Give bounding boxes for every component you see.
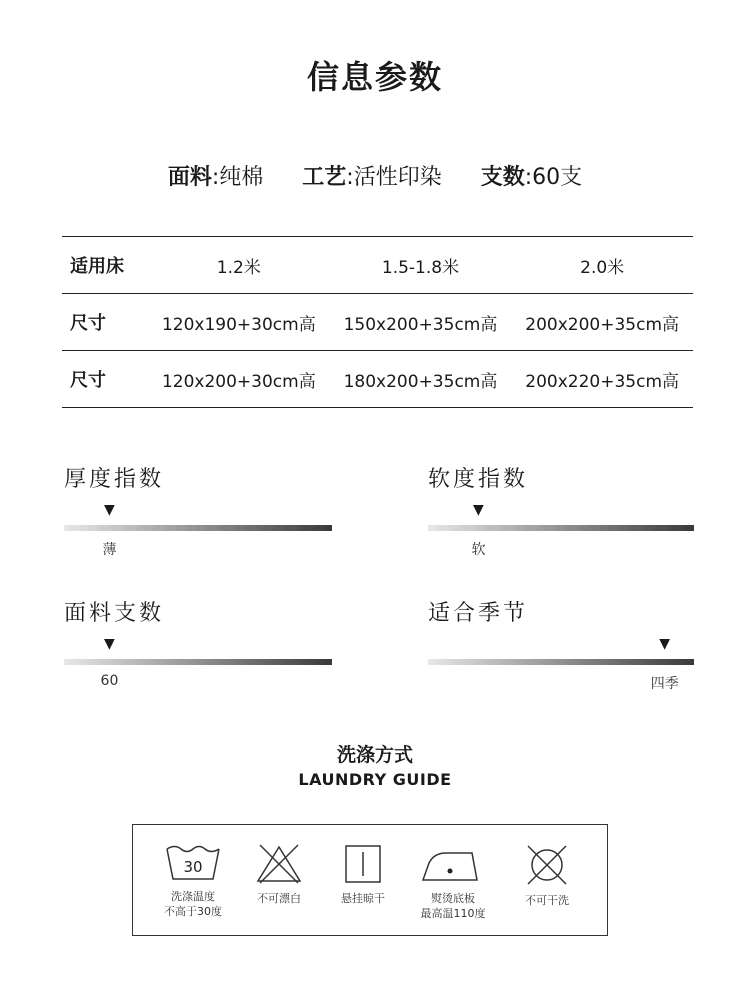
laundry-title: 洗涤方式 <box>336 744 413 766</box>
table-row-label: 尺寸 <box>62 294 148 351</box>
no-dry-clean-icon <box>524 843 570 887</box>
care-label: 洗涤温度 不高于30度 <box>164 890 222 918</box>
indicator-fabric-count <box>64 596 332 693</box>
table-cell: 120x190+30cm高 <box>148 294 330 351</box>
care-label: 不可干洗 <box>525 894 569 907</box>
indicator-title: 面料支数 <box>64 601 165 626</box>
table-header-label: 适用床 <box>62 237 148 294</box>
indicator-value: 60 <box>100 673 119 689</box>
table-cell: 120x200+30cm高 <box>148 351 330 408</box>
care-item-hang-dry <box>315 843 411 906</box>
table-cell: 180x200+35cm高 <box>330 351 512 408</box>
table-header-cell: 1.5-1.8米 <box>330 237 512 294</box>
table-row <box>62 351 693 408</box>
wash-temp-badge: 30 <box>183 858 203 876</box>
indicator-bar <box>428 659 694 665</box>
iron-icon <box>420 843 486 885</box>
care-label: 不可漂白 <box>257 892 301 905</box>
table-row <box>62 294 693 351</box>
table-cell: 200x200+35cm高 <box>511 294 693 351</box>
table-cell: 150x200+35cm高 <box>330 294 512 351</box>
size-table <box>62 236 693 408</box>
laundry-subtitle: LAUNDRY GUIDE <box>298 770 452 789</box>
indicator-marker-icon: ▼ <box>104 636 115 652</box>
indicator-value: 四季 <box>650 676 679 692</box>
indicator-marker-icon: ▼ <box>104 502 115 518</box>
indicator-bar <box>64 525 332 531</box>
indicator-season <box>428 596 694 693</box>
indicator-bar <box>64 659 332 665</box>
indicator-title: 适合季节 <box>428 601 529 626</box>
spec-material: 面料:纯棉 <box>167 165 264 190</box>
table-header-cell: 2.0米 <box>511 237 693 294</box>
care-item-wash <box>145 843 241 919</box>
hang-dry-icon <box>343 843 383 885</box>
table-header-cell: 1.2米 <box>148 237 330 294</box>
care-label: 悬挂晾干 <box>341 892 385 905</box>
table-header-row <box>62 237 693 294</box>
spec-thread-count: 支数:60支 <box>480 165 583 190</box>
no-bleach-icon <box>254 843 304 885</box>
wash-tub-30-icon <box>163 843 223 883</box>
table-cell: 200x220+35cm高 <box>511 351 693 408</box>
page-title: 信息参数 <box>306 58 443 96</box>
table-row-label: 尺寸 <box>62 351 148 408</box>
spec-process: 工艺:活性印染 <box>302 165 442 190</box>
care-item-no-bleach <box>231 843 327 906</box>
indicator-thickness <box>64 462 332 559</box>
indicator-softness <box>428 462 694 559</box>
care-item-no-dry-clean <box>499 843 595 908</box>
spec-line <box>0 160 750 191</box>
indicator-value: 薄 <box>102 542 117 558</box>
care-symbol-panel <box>132 824 608 936</box>
indicator-bar <box>428 525 694 531</box>
indicator-marker-icon: ▼ <box>659 636 671 652</box>
care-item-iron <box>405 843 501 921</box>
indicator-title: 厚度指数 <box>64 467 165 492</box>
indicator-title: 软度指数 <box>428 467 529 492</box>
care-label: 熨烫底板 最高温110度 <box>420 892 486 920</box>
indicator-marker-icon: ▼ <box>473 502 484 518</box>
indicator-value: 软 <box>471 542 486 558</box>
